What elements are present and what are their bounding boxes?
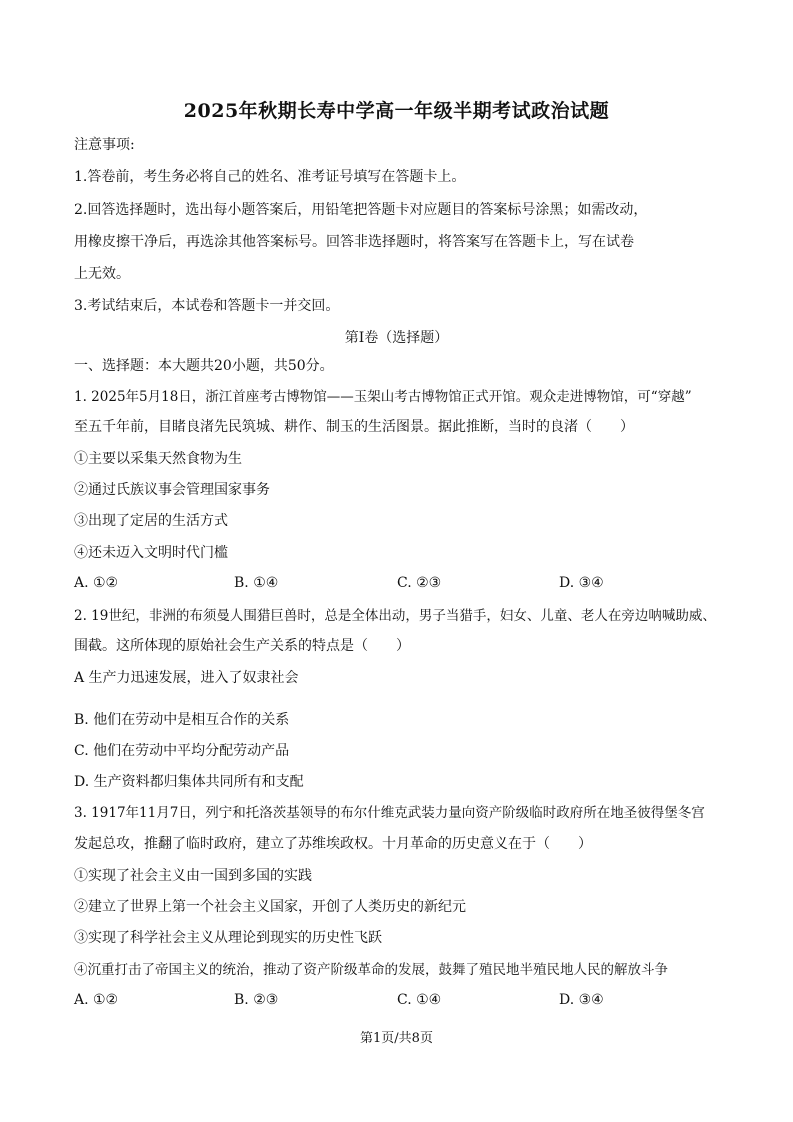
notice-item-3: 3.考试结束后，本试卷和答题卡一并交回。: [74, 298, 340, 314]
q3-option-c[interactable]: C. ①④: [397, 992, 442, 1008]
notice-item-2-line-3: 上无效。: [74, 266, 130, 282]
notice-item-2-line-2: 用橡皮擦干净后，再选涂其他答案标号。回答非选择题时，将答案写在答题卡上，写在试卷: [74, 234, 634, 250]
q1-option-b[interactable]: B. ①④: [234, 575, 279, 591]
q2-stem-line-2: 围截。这所体现的原始社会生产关系的特点是（ ）: [74, 638, 410, 654]
q3-stem-line-2: 发起总攻，推翻了临时政府，建立了苏维埃政权。十月革命的历史意义在于（ ）: [74, 836, 592, 852]
q2-option-d[interactable]: D. 生产资料都归集体共同所有和支配: [74, 774, 304, 790]
q1-option-a[interactable]: A. ①②: [74, 575, 119, 591]
q3-option-b[interactable]: B. ②③: [234, 992, 279, 1008]
q3-statement-3: ③实现了科学社会主义从理论到现实的历史性飞跃: [74, 930, 382, 946]
q1-statement-3: ③出现了定居的生活方式: [74, 513, 228, 529]
q2-option-c[interactable]: C. 他们在劳动中平均分配劳动产品: [74, 743, 290, 759]
q3-statement-4: ④沉重打击了帝国主义的统治，推动了资产阶级革命的发展，鼓舞了殖民地半殖民地人民的解放斗争: [74, 962, 668, 978]
notice-heading: 注意事项:: [74, 137, 135, 153]
q3-statement-1: ①实现了社会主义由一国到多国的实践: [74, 868, 312, 884]
part-heading: 一、选择题：本大题共20小题，共50分。: [74, 358, 334, 374]
q3-option-a[interactable]: A. ①②: [74, 992, 119, 1008]
page-footer: 第1页/共8页: [360, 1031, 433, 1046]
q3-stem-line-1: 3. 1917年11月7日，列宁和托洛茨基领导的布尔什维克武装力量向资产阶级临时政府所在地圣彼得堡冬宫: [74, 805, 705, 821]
section-title: 第Ⅰ卷（选择题）: [344, 330, 449, 346]
q3-statement-2: ②建立了世界上第一个社会主义国家，开创了人类历史的新纪元: [74, 899, 466, 915]
q1-stem-line-2: 至五千年前，目睹良渚先民筑城、耕作、制玉的生活图景。据此推断，当时的良渚（ ）: [74, 419, 634, 435]
q1-statement-1: ①主要以采集天然食物为生: [74, 451, 242, 467]
q2-stem-line-1: 2. 19世纪，非洲的布须曼人围猎巨兽时，总是全体出动，男子当猎手，妇女、儿童、老人在旁边呐喊助威、: [74, 608, 716, 624]
q2-option-b[interactable]: B. 他们在劳动中是相互合作的关系: [74, 712, 290, 728]
q1-option-d[interactable]: D. ③④: [559, 575, 604, 591]
q3-option-d[interactable]: D. ③④: [559, 992, 604, 1008]
q2-option-a[interactable]: A 生产力迅速发展，进入了奴隶社会: [74, 670, 299, 686]
q1-statement-2: ②通过氏族议事会管理国家事务: [74, 482, 270, 498]
notice-item-2-line-1: 2.回答选择题时，选出每小题答案后，用铅笔把答题卡对应题目的答案标号涂黑；如需改动，: [74, 202, 648, 218]
notice-item-1: 1.答卷前，考生务必将自己的姓名、准考证号填写在答题卡上。: [74, 169, 466, 185]
q1-statement-4: ④还未迈入文明时代门槛: [74, 545, 228, 561]
q1-option-c[interactable]: C. ②③: [397, 575, 442, 591]
exam-title: 2025年秋期长寿中学高一年级半期考试政治试题: [183, 100, 610, 122]
q1-stem-line-1: 1. 2025年5月18日，浙江首座考古博物馆——玉架山考古博物馆正式开馆。观众走进博物馆，可“穿越”: [74, 389, 692, 405]
